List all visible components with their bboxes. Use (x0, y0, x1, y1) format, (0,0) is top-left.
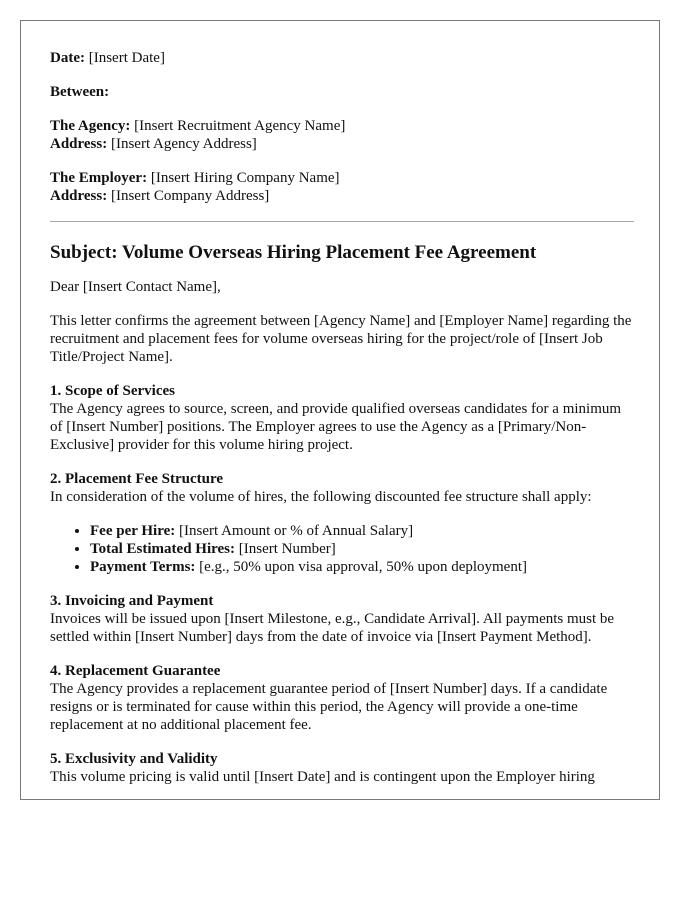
section-body: This volume pricing is valid until [Insert Date] and is contingent upon the Employer hiring (50, 769, 595, 785)
fee-item-label: Fee per Hire: (90, 523, 176, 539)
section-heading: 5. Exclusivity and Validity (50, 751, 218, 767)
section-fee-structure (50, 470, 634, 506)
intro-paragraph: This letter confirms the agreement between [Agency Name] and [Employer Name] regarding the recruitment and placement fees for volume overseas hiring for the project/role of [Insert Job Title/Project Name]. (50, 313, 632, 365)
section-invoicing (50, 592, 634, 646)
date-value: [Insert Date] (88, 50, 165, 66)
employer-address-value: [Insert Company Address] (110, 188, 270, 204)
fee-list (50, 522, 634, 576)
between-label: Between: (50, 84, 110, 100)
section-scope (50, 382, 634, 454)
agency-label: The Agency: (50, 118, 131, 134)
section-body: In consideration of the volume of hires, the following discounted fee structure shall apply: (50, 489, 592, 505)
employer-address-line (50, 187, 634, 205)
employer-label: The Employer: (50, 170, 148, 186)
list-item (90, 540, 634, 558)
agency-address-label: Address: (50, 136, 108, 152)
section-body: Invoices will be issued upon [Insert Milestone, e.g., Candidate Arrival]. All payments must be settled within [Insert Number] days from the date of invoice via [Insert Payment Method]. (50, 611, 615, 645)
date-line (50, 49, 634, 67)
section-heading: 3. Invoicing and Payment (50, 593, 214, 609)
employer-block (50, 169, 634, 205)
between-line (50, 83, 634, 101)
section-heading: 1. Scope of Services (50, 383, 175, 399)
fee-item-label: Total Estimated Hires: (90, 541, 235, 557)
section-heading: 4. Replacement Guarantee (50, 663, 221, 679)
employer-value: [Insert Hiring Company Name] (150, 170, 340, 186)
salutation: Dear [Insert Contact Name], (50, 279, 221, 295)
fee-item-value: [Insert Number] (238, 541, 336, 557)
agency-address-value: [Insert Agency Address] (110, 136, 257, 152)
agency-line (50, 117, 634, 135)
agency-block (50, 117, 634, 153)
agency-value: [Insert Recruitment Agency Name] (134, 118, 346, 134)
section-replacement (50, 662, 634, 734)
subject-heading: Subject: Volume Overseas Hiring Placement Fee Agreement (50, 242, 537, 263)
section-heading: 2. Placement Fee Structure (50, 471, 223, 487)
agency-address-line (50, 135, 634, 153)
section-body: The Agency agrees to source, screen, and provide qualified overseas candidates for a minimum of [Insert Number] positions. The Employer agrees to use the Agency as a [Primary/Non-Exclusive] provider for this volume hiring project. (50, 401, 622, 453)
fee-item-value: [e.g., 50% upon visa approval, 50% upon deployment] (199, 559, 528, 575)
header-divider (50, 221, 634, 222)
employer-address-label: Address: (50, 188, 108, 204)
fee-item-label: Payment Terms: (90, 559, 196, 575)
list-item (90, 522, 634, 540)
letter-page (20, 20, 660, 800)
letter-content (50, 49, 634, 800)
list-item (90, 558, 634, 576)
section-exclusivity (50, 750, 634, 786)
date-label: Date: (50, 50, 85, 66)
section-body: The Agency provides a replacement guarantee period of [Insert Number] days. If a candidate resigns or is terminated for cause within this period, the Agency will provide a one-time replacement at no additional placement fee. (50, 681, 608, 733)
employer-line (50, 169, 634, 187)
fee-item-value: [Insert Amount or % of Annual Salary] (179, 523, 414, 539)
